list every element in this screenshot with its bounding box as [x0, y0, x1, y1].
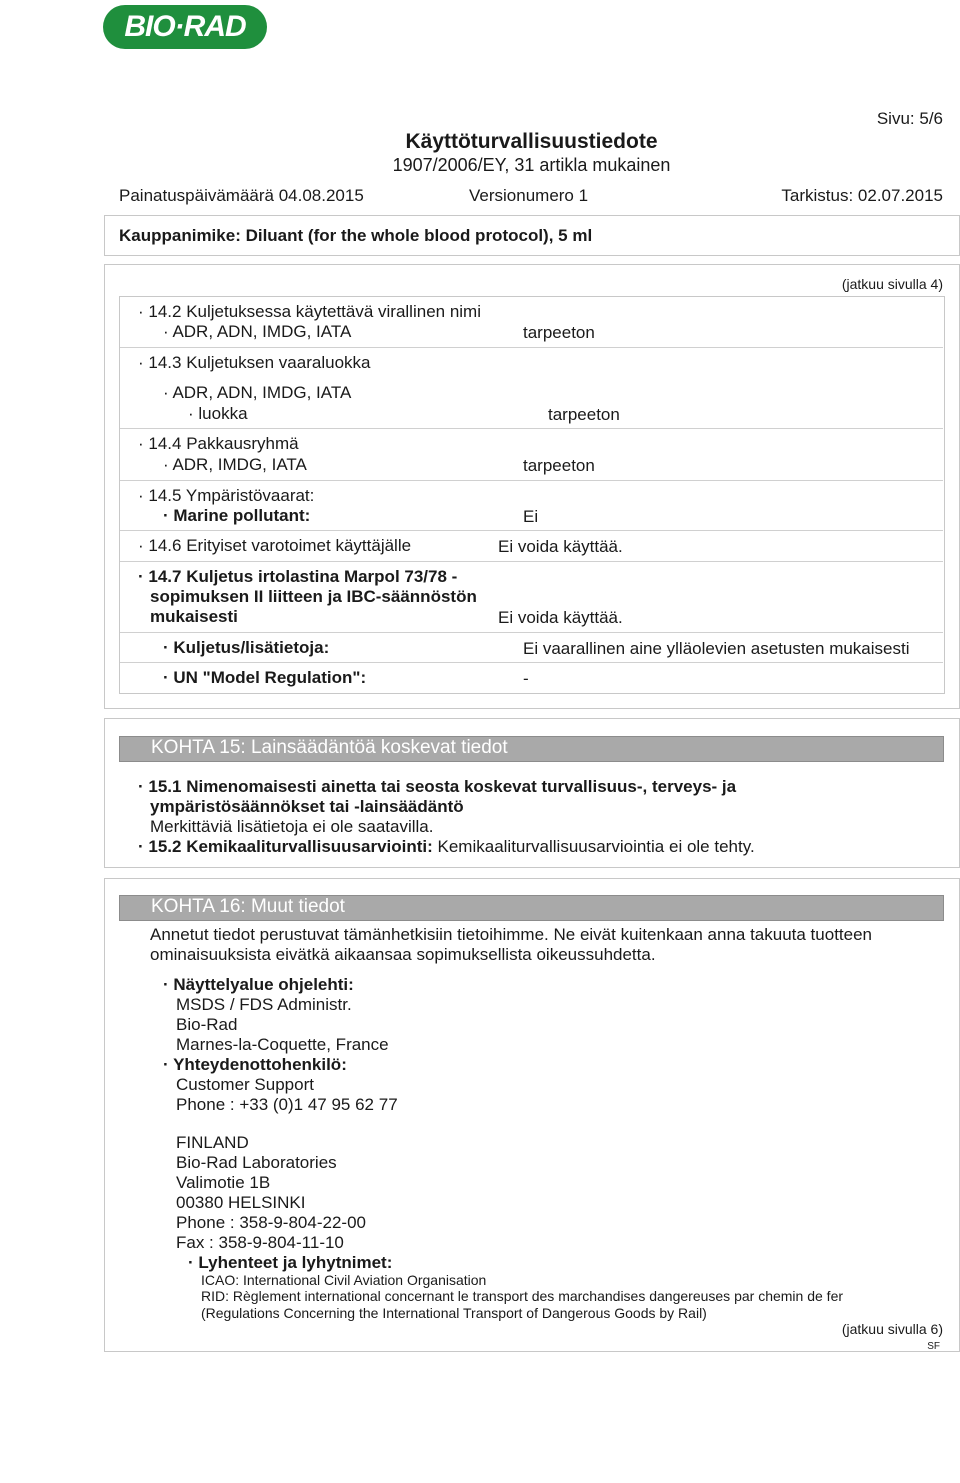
s14-4-value: tarpeeton	[523, 456, 595, 475]
divider	[120, 561, 943, 562]
version-number: Versionumero 1	[469, 186, 589, 205]
divider	[120, 632, 943, 633]
s14-7-title-line1: · 14.7 Kuljetus irtolastina Marpol 73/78 -	[138, 567, 458, 586]
s14-3-title: · 14.3 Kuljetuksen vaaraluokka	[138, 353, 371, 372]
s16-intro-line1: Annetut tiedot perustuvat tämänhetkisiin tietoihimme. Ne eivät kuitenkaan anna takuuta tuotteen	[150, 925, 873, 944]
finland-line: Bio-Rad Laboratories	[176, 1153, 337, 1172]
continued-to-note: (jatkuu sivulla 6)	[841, 1321, 943, 1337]
document-subtitle: 1907/2006/EY, 31 artikla mukainen	[392, 155, 671, 175]
finland-line: 00380 HELSINKI	[176, 1193, 306, 1212]
document-title: Käyttöturvallisuustiedote	[405, 130, 658, 153]
divider	[120, 530, 943, 531]
issuer-line: MSDS / FDS Administr.	[176, 995, 352, 1014]
contact-label: · Yhteydenottohenkilö:	[163, 1055, 347, 1074]
finland-line: Phone : 358-9-804-22-00	[176, 1213, 366, 1232]
page-number: Sivu: 5/6	[876, 109, 943, 128]
divider	[120, 480, 943, 481]
s14-2-value: tarpeeton	[523, 323, 595, 342]
s14-6-value: Ei voida käyttää.	[498, 537, 623, 556]
s15-1-text: Merkittäviä lisätietoja ei ole saatavilla.	[150, 817, 434, 836]
s15-1-title-line1: · 15.1 Nimenomaisesti ainetta tai seosta koskevat turvallisuus-, terveys- ja	[138, 777, 737, 796]
section-15-heading: KOHTA 15: Lainsäädäntöä koskevat tiedot	[119, 736, 944, 762]
divider	[120, 428, 943, 429]
product-name: Kauppanimike: Diluant (for the whole blood protocol), 5 ml	[119, 226, 593, 245]
s14-2-subtitle: · ADR, ADN, IMDG, IATA	[163, 322, 352, 341]
s14-2-title: · 14.2 Kuljetuksessa käytettävä virallinen nimi	[138, 302, 481, 321]
s16-intro-line2: ominaisuuksista eivätkä aikaansaa sopimuksellista oikeussuhdetta.	[150, 945, 656, 964]
transport-info-label: · Kuljetus/lisätietoja:	[163, 638, 330, 657]
s14-5-subtitle: · Marine pollutant:	[163, 506, 311, 525]
divider	[120, 662, 943, 663]
section-16-heading: KOHTA 16: Muut tiedot	[119, 895, 944, 921]
s14-3-class-label: · luokka	[188, 404, 248, 423]
print-date: Painatuspäivämäärä 04.08.2015	[119, 186, 364, 205]
continued-from-note: (jatkuu sivulla 4)	[841, 276, 943, 292]
issuer-line: Marnes-la-Coquette, France	[176, 1035, 389, 1054]
s14-3-subtitle: · ADR, ADN, IMDG, IATA	[163, 383, 352, 402]
divider	[120, 347, 943, 348]
transport-info-value: Ei vaarallinen aine ylläolevien asetusten mukaisesti	[523, 639, 910, 658]
abbreviation-line: (Regulations Concerning the International Transport of Dangerous Goods by Rail)	[201, 1305, 707, 1321]
revision-date: Tarkistus: 02.07.2015	[781, 186, 943, 205]
finland-line: Valimotie 1B	[176, 1173, 271, 1192]
abbreviation-line: ICAO: International Civil Aviation Organisation	[201, 1272, 487, 1288]
contact-line: Phone : +33 (0)1 47 95 62 77	[176, 1095, 398, 1114]
abbreviation-line: RID: Règlement international concernant le transport des marchandises dangereuses par chemin de fer	[201, 1288, 844, 1304]
finland-line: Fax : 358-9-804-11-10	[176, 1233, 344, 1252]
s14-7-title-line2: sopimuksen II liitteen ja IBC-säännöstön	[150, 587, 477, 606]
s15-2-label: · 15.2 Kemikaaliturvallisuusarviointi:	[138, 837, 433, 856]
s14-7-value: Ei voida käyttää.	[498, 608, 623, 627]
s15-2-text: Kemikaaliturvallisuusarviointia ei ole tehty.	[432, 837, 755, 856]
s14-7-title-line3: mukaisesti	[150, 607, 238, 626]
s14-4-title: · 14.4 Pakkausryhmä	[138, 434, 299, 453]
contact-line: Customer Support	[176, 1075, 314, 1094]
s14-5-value: Ei	[523, 507, 539, 526]
un-model-regulation-label: · UN "Model Regulation":	[163, 668, 367, 687]
un-model-regulation-value: -	[523, 669, 529, 688]
s15-1-title-line2: ympäristösäännökset tai -lainsäädäntö	[150, 797, 464, 816]
s14-5-title: · 14.5 Ympäristövaarat:	[138, 486, 315, 505]
country-code: SF	[927, 1341, 940, 1352]
s14-6-title: · 14.6 Erityiset varotoimet käyttäjälle	[138, 536, 412, 555]
abbreviations-label: · Lyhenteet ja lyhytnimet:	[188, 1253, 393, 1272]
s14-3-value: tarpeeton	[548, 405, 620, 424]
finland-line: FINLAND	[176, 1133, 249, 1152]
issuer-line: Bio-Rad	[176, 1015, 238, 1034]
bio-rad-logo: BIO·RAD	[103, 5, 267, 49]
s15-2-line	[138, 837, 755, 857]
issuer-label: · Näyttelyalue ohjelehti:	[163, 975, 354, 994]
s14-4-subtitle: · ADR, IMDG, IATA	[163, 455, 307, 474]
